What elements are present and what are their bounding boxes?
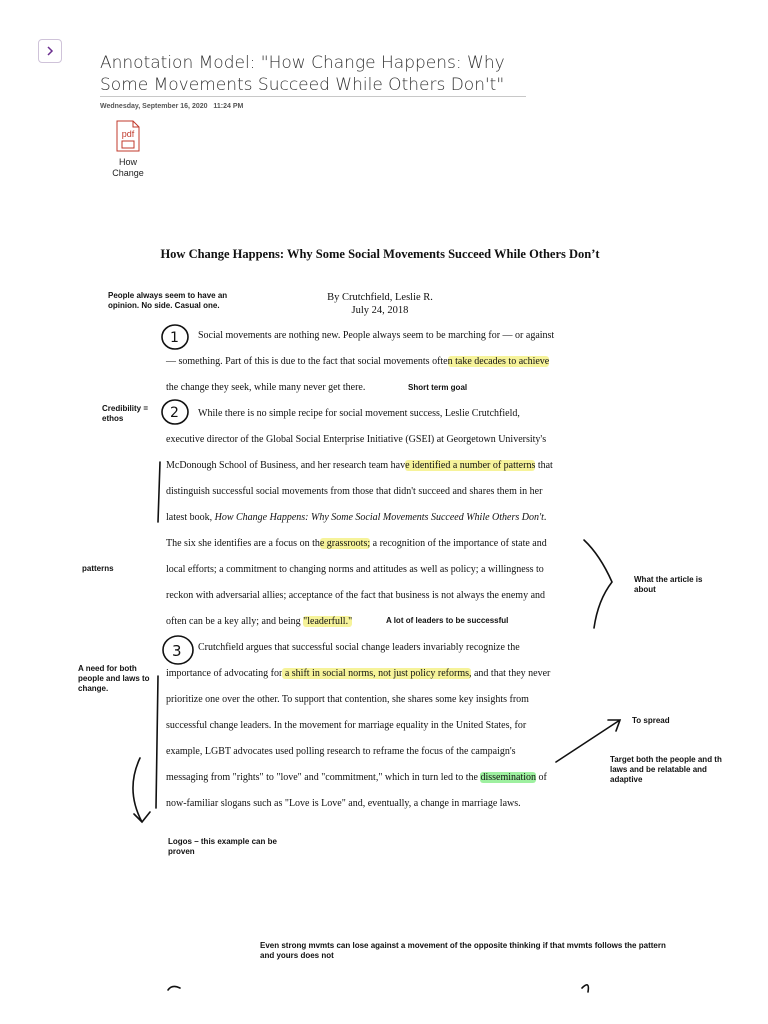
text-segment: — something. Part of this is due to the fact that social movements ofte (166, 356, 448, 367)
highlighted-text: e grassroots; (319, 538, 371, 549)
article-line (198, 407, 520, 420)
text-segment: the change they seek, while many never get there. (166, 382, 366, 393)
text-segment: latest book, (166, 512, 215, 523)
title-divider (100, 96, 526, 97)
article-line (166, 589, 545, 602)
text-segment: successful change leaders. In the movement for marriage equality in the United States, for (166, 720, 527, 731)
text-segment: often can be a key ally; and being (166, 616, 304, 627)
highlighted-text: e identified a number of patterns (405, 460, 536, 471)
text-segment: now-familiar slogans such as "Love is Love" and, eventually, a change in marriage laws. (166, 798, 521, 809)
left-bracket-patterns (158, 462, 160, 522)
article-line (198, 641, 520, 654)
curved-arrow-logos (133, 758, 150, 822)
pen-mark-bottom-right (582, 985, 588, 992)
text-segment: example, LGBT advocates used polling research to reframe the focus of the campaign's (166, 746, 516, 757)
circled-number-2 (162, 400, 188, 424)
article-line (166, 537, 547, 550)
highlighted-text: a shift in social norms, not just policy reforms, (282, 668, 472, 679)
annotation-opinion: People always seem to have an opinion. No side. Casual one. (108, 291, 228, 310)
svg-text:2: 2 (170, 405, 179, 421)
article-date: July 24, 2018 (351, 305, 409, 316)
svg-text:1: 1 (170, 330, 179, 346)
article-line (166, 667, 550, 680)
text-segment: messaging from "rights" to "love" and "commitment," which in turn led to the (166, 772, 481, 783)
article-line (166, 355, 549, 368)
page-date: Wednesday, September 16, 2020 (100, 103, 208, 110)
text-segment: and that they never (471, 668, 551, 679)
text-segment: local efforts; a commitment to changing norms and attitudes as well as policy; a willingness to (166, 564, 544, 575)
right-brace-about (584, 540, 612, 628)
annotation-short-term: Short term goal (408, 383, 468, 392)
text-segment: While there is no simple recipe for social movement success, Leslie Crutchfield, (198, 408, 520, 419)
left-bracket-social-norms (156, 676, 158, 808)
attachment-label: How Change (112, 157, 144, 178)
article-line (198, 329, 554, 342)
article-line (166, 485, 542, 498)
article-title: How Change Happens: Why Some Social Movements Succeed While Others Don’t (160, 247, 600, 261)
text-segment: Social movements are nothing new. People always seem to be marching for — or against (198, 330, 555, 341)
pdf-file-icon (114, 120, 142, 152)
article-line (166, 433, 546, 446)
chevron-right-icon (45, 45, 55, 57)
article-line (166, 771, 547, 784)
highlighted-text: n take decades to achieve (447, 356, 550, 367)
text-segment: of (536, 772, 547, 783)
annotation-credibility: Credibility = ethos (102, 404, 149, 423)
text-segment: Crutchfield argues that successful social change leaders invariably recognize the (198, 642, 520, 653)
svg-text:pdf: pdf (121, 129, 135, 139)
text-segment: prioritize one over the other. To support that contention, she shares some key insights from (166, 694, 529, 705)
text-segment: importance of advocating for (166, 668, 283, 679)
article-line (166, 381, 365, 394)
article-line (166, 797, 521, 810)
annotation-patterns: patterns (82, 564, 114, 573)
text-segment: The six she identifies are a focus on th (166, 538, 320, 549)
text-segment: McDonough School of Business, and her research team hav (166, 460, 406, 471)
annotation-need-both: A need for both people and laws to change. (78, 664, 150, 693)
article-byline (270, 291, 490, 317)
article-line (166, 459, 553, 472)
annotation-spread: To spread (632, 716, 670, 725)
circled-number-3 (163, 636, 193, 664)
expand-sidebar-button[interactable] (38, 39, 62, 63)
article-author: By Crutchfield, Leslie R. (327, 292, 433, 303)
text-segment: . (543, 512, 547, 523)
highlighted-text-green: dissemination (480, 772, 537, 783)
article-line (166, 693, 529, 706)
text-segment: distinguish successful social movements from those that didn't succeed and shares them in her (166, 486, 543, 497)
article-line (166, 745, 516, 758)
annotation-about: What the article is about (634, 575, 703, 594)
article-line (166, 719, 526, 732)
svg-text:3: 3 (172, 642, 182, 660)
text-segment: reckon with adversarial allies; acceptance of the fact that business is not always the enemy and (166, 590, 546, 601)
article-line (166, 511, 546, 524)
pdf-attachment[interactable] (108, 120, 148, 179)
annotation-strong: Even strong mvmts can lose against a movement of the opposite thinking if that mvmts follows the pattern and yours does not (260, 941, 666, 960)
annotation-logos: Logos – this example can be proven (168, 837, 277, 856)
text-segment: executive director of the Global Social Enterprise Initiative (GSEI) at Georgetown University's (166, 434, 547, 445)
text-segment: How Change Happens: Why Some Social Movements Succeed While Others Don't (214, 512, 544, 523)
annotation-target: Target both the people and th laws and be relatable and adaptive (610, 755, 722, 784)
highlighted-text: "leaderfull." (303, 616, 353, 627)
page-title[interactable]: Annotation Model: "How Change Happens: Why Some Movements Succeed While Others Don't" (100, 53, 505, 95)
article-line (166, 615, 352, 628)
text-segment: a recognition of the importance of state and (370, 538, 547, 549)
article-line (166, 563, 544, 576)
circled-number-1 (162, 325, 188, 349)
page-time: 11:24 PM (213, 103, 244, 110)
page-timestamp (100, 103, 243, 110)
pen-mark-bottom-left (168, 986, 180, 990)
annotation-leaders: A lot of leaders to be successful (386, 616, 509, 625)
text-segment: that (535, 460, 553, 471)
